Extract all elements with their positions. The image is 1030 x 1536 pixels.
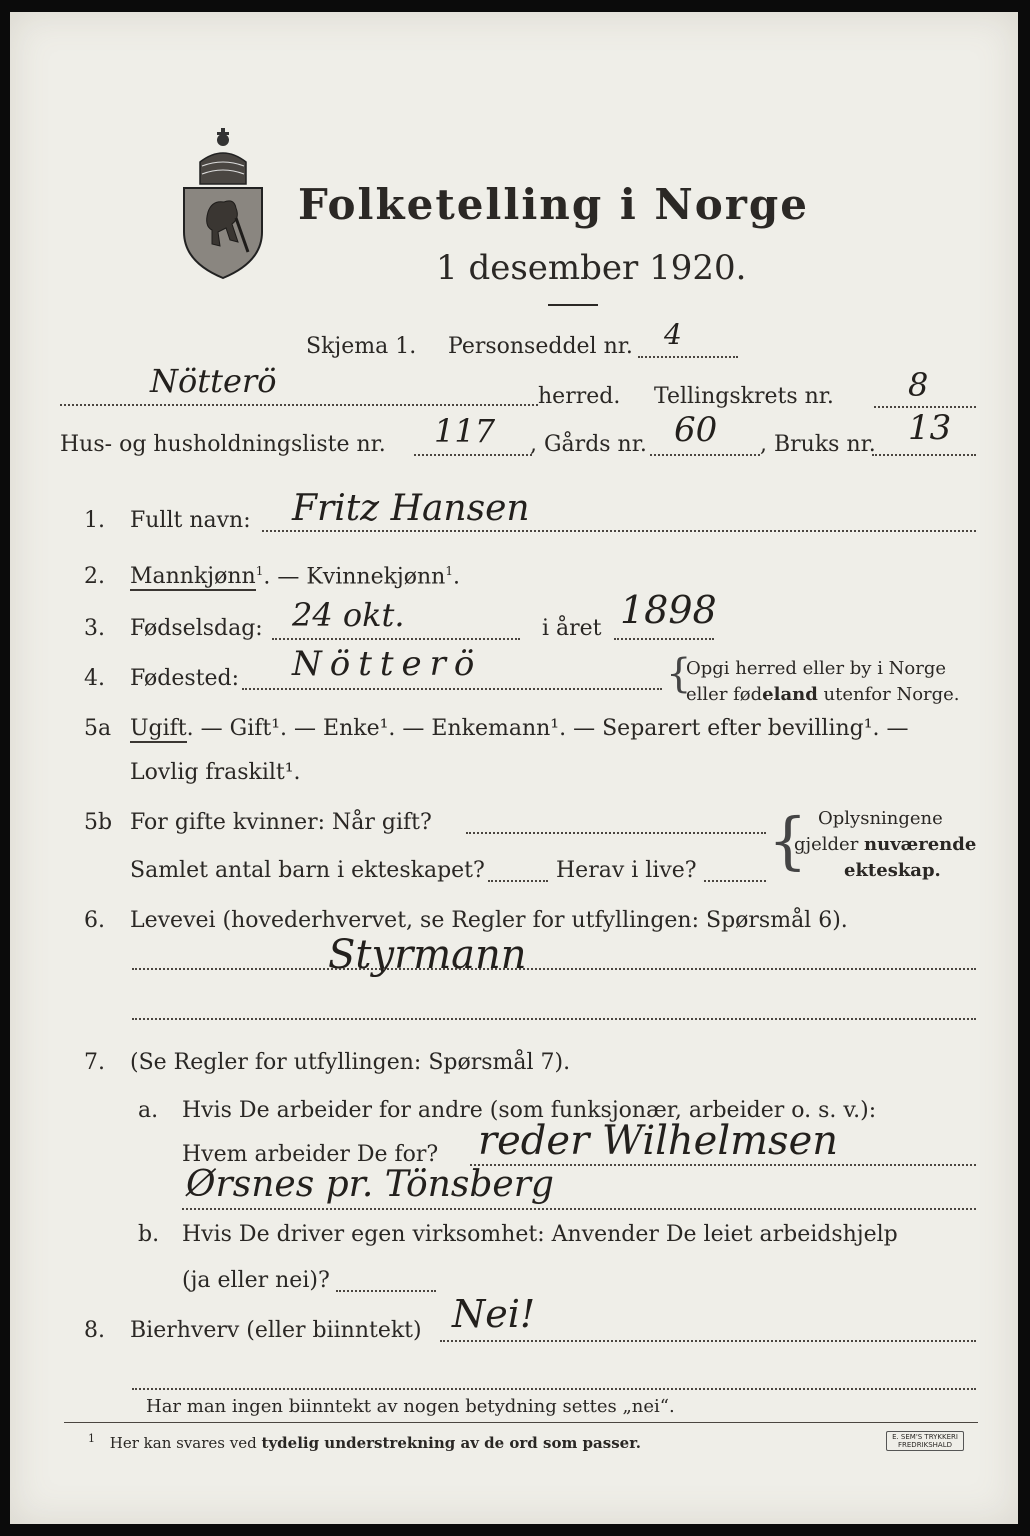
q7a-label2: Hvem arbeider De for? bbox=[182, 1142, 439, 1167]
q6-number: 6. bbox=[84, 908, 105, 933]
q7b-label: Hvis De driver egen virksomhet: Anvender De leiet arbeidshjelp bbox=[182, 1222, 898, 1247]
q6-label: Levevei (hovederhvervet, se Regler for utfyllingen: Spørsmål 6). bbox=[130, 908, 848, 933]
q5b-note3: ekteskap. bbox=[844, 860, 941, 881]
q5a-number: 5a bbox=[84, 716, 112, 741]
herred-value: Nötterö bbox=[150, 362, 277, 400]
q5b-note-brace: { bbox=[768, 804, 808, 877]
q3-number: 3. bbox=[84, 616, 105, 641]
footnote bbox=[88, 1432, 641, 1452]
gards-label: , Gårds nr. bbox=[530, 432, 647, 457]
hus-label: Hus- og husholdningsliste nr. bbox=[60, 432, 386, 457]
q5a-options bbox=[130, 716, 909, 741]
q7a-value1: reder Wilhelmsen bbox=[478, 1118, 839, 1164]
q7a-line2 bbox=[182, 1208, 976, 1210]
q3-year-line bbox=[614, 638, 714, 640]
q7a-letter: a. bbox=[138, 1098, 159, 1123]
q3-line bbox=[272, 638, 520, 640]
footnote-mark: 1 bbox=[88, 1432, 95, 1445]
q4-note-line1: Opgi herred eller by i Norge bbox=[686, 658, 947, 679]
title-divider bbox=[548, 304, 598, 306]
q6-value: Styrmann bbox=[328, 932, 527, 978]
q2-female-option: Kvinnekjønn bbox=[306, 564, 446, 590]
tellingskrets-value: 8 bbox=[908, 366, 929, 404]
q8-line2 bbox=[132, 1388, 976, 1390]
form-title: Folketelling i Norge bbox=[298, 180, 810, 229]
q1-value: Fritz Hansen bbox=[292, 488, 530, 529]
q3-year-value: 1898 bbox=[620, 588, 717, 632]
q4-label: Fødested: bbox=[130, 666, 240, 691]
hus-value: 117 bbox=[434, 412, 496, 450]
q8-value: Nei! bbox=[452, 1292, 536, 1336]
q2-gender-options: Mannkjønn$^1$. — Kvinnekjønn$^1$. bbox=[130, 564, 460, 590]
q1-label: Fullt navn: bbox=[130, 508, 251, 533]
personseddel-line bbox=[638, 356, 738, 358]
herred-line bbox=[60, 404, 538, 406]
bruks-value: 13 bbox=[908, 408, 952, 448]
q7b-letter: b. bbox=[138, 1222, 160, 1247]
q4-number: 4. bbox=[84, 666, 105, 691]
footer-divider bbox=[64, 1422, 978, 1423]
q3-label: Fødselsdag: bbox=[130, 616, 263, 641]
q6-line1 bbox=[132, 968, 976, 970]
footnote-text-a: Her kan svares ved bbox=[109, 1434, 257, 1452]
q7b-label2: (ja eller nei)? bbox=[182, 1268, 330, 1293]
q4-line bbox=[242, 688, 662, 690]
q7-number: 7. bbox=[84, 1050, 105, 1075]
q2-male-option: Mannkjønn bbox=[130, 564, 256, 590]
bruks-line bbox=[872, 454, 976, 456]
q5b-number: 5b bbox=[84, 810, 113, 835]
q5b-note1: Oplysningene bbox=[818, 808, 943, 829]
q3-year-label: i året bbox=[542, 616, 602, 641]
q2-separator: . — bbox=[263, 564, 307, 590]
gards-value: 60 bbox=[674, 410, 718, 450]
bruks-label: , Bruks nr. bbox=[760, 432, 876, 457]
q5b-line1 bbox=[466, 832, 766, 834]
personseddel-label: Personseddel nr. bbox=[448, 334, 633, 359]
form-date: 1 desember 1920. bbox=[436, 248, 747, 288]
q7a-value2: Ørsnes pr. Tönsberg bbox=[186, 1164, 554, 1205]
q5a-ugift-option: Ugift bbox=[130, 716, 187, 741]
q4-note-brace: { bbox=[666, 651, 692, 697]
census-form-sheet bbox=[10, 12, 1018, 1524]
q7-label: (Se Regler for utfyllingen: Spørsmål 7). bbox=[130, 1050, 571, 1075]
skjema-label: Skjema 1. bbox=[306, 334, 417, 359]
tellingskrets-label: Tellingskrets nr. bbox=[654, 384, 834, 409]
q5b-label1: For gifte kvinner: Når gift? bbox=[130, 810, 432, 835]
q4-note-line2: eller fødeland utenfor Norge. bbox=[686, 684, 960, 705]
q5b-label2: Samlet antal barn i ekteskapet? bbox=[130, 858, 485, 883]
q7b-line bbox=[336, 1290, 436, 1292]
q2-number: 2. bbox=[84, 564, 105, 589]
q5b-note2: gjelder nuværende bbox=[794, 834, 977, 855]
q5b-line3 bbox=[704, 880, 766, 882]
personseddel-value: 4 bbox=[664, 318, 682, 351]
footnote-text-b: tydelig understrekning av de ord som passer. bbox=[261, 1434, 641, 1452]
q4-value: Nötterö bbox=[292, 644, 483, 684]
norwegian-coat-of-arms-icon bbox=[178, 122, 268, 282]
q7a-label: Hvis De arbeider for andre (som funksjonær, arbeider o. s. v.): bbox=[182, 1098, 877, 1123]
printer-stamp: E. SEM'S TRYKKERI FREDRIKSHALD bbox=[886, 1431, 964, 1451]
q5b-line2 bbox=[488, 880, 548, 882]
q5b-label3: Herav i live? bbox=[556, 858, 697, 883]
q3-value: 24 okt. bbox=[292, 596, 405, 634]
q5a-line2: Lovlig fraskilt¹. bbox=[130, 760, 301, 785]
q6-line2 bbox=[132, 1018, 976, 1020]
hus-line bbox=[414, 454, 532, 456]
footer-note: Har man ingen biinntekt av nogen betydning settes „nei“. bbox=[146, 1396, 675, 1417]
gards-line bbox=[650, 454, 760, 456]
herred-label: herred. bbox=[538, 384, 621, 409]
q1-line bbox=[262, 530, 976, 532]
q8-line bbox=[440, 1340, 976, 1342]
q8-label: Bierhverv (eller biinntekt) bbox=[130, 1318, 422, 1343]
q1-number: 1. bbox=[84, 508, 105, 533]
q8-number: 8. bbox=[84, 1318, 105, 1343]
q5a-other-options: . — Gift¹. — Enke¹. — Enkemann¹. — Separert efter bevilling¹. — bbox=[186, 716, 909, 741]
